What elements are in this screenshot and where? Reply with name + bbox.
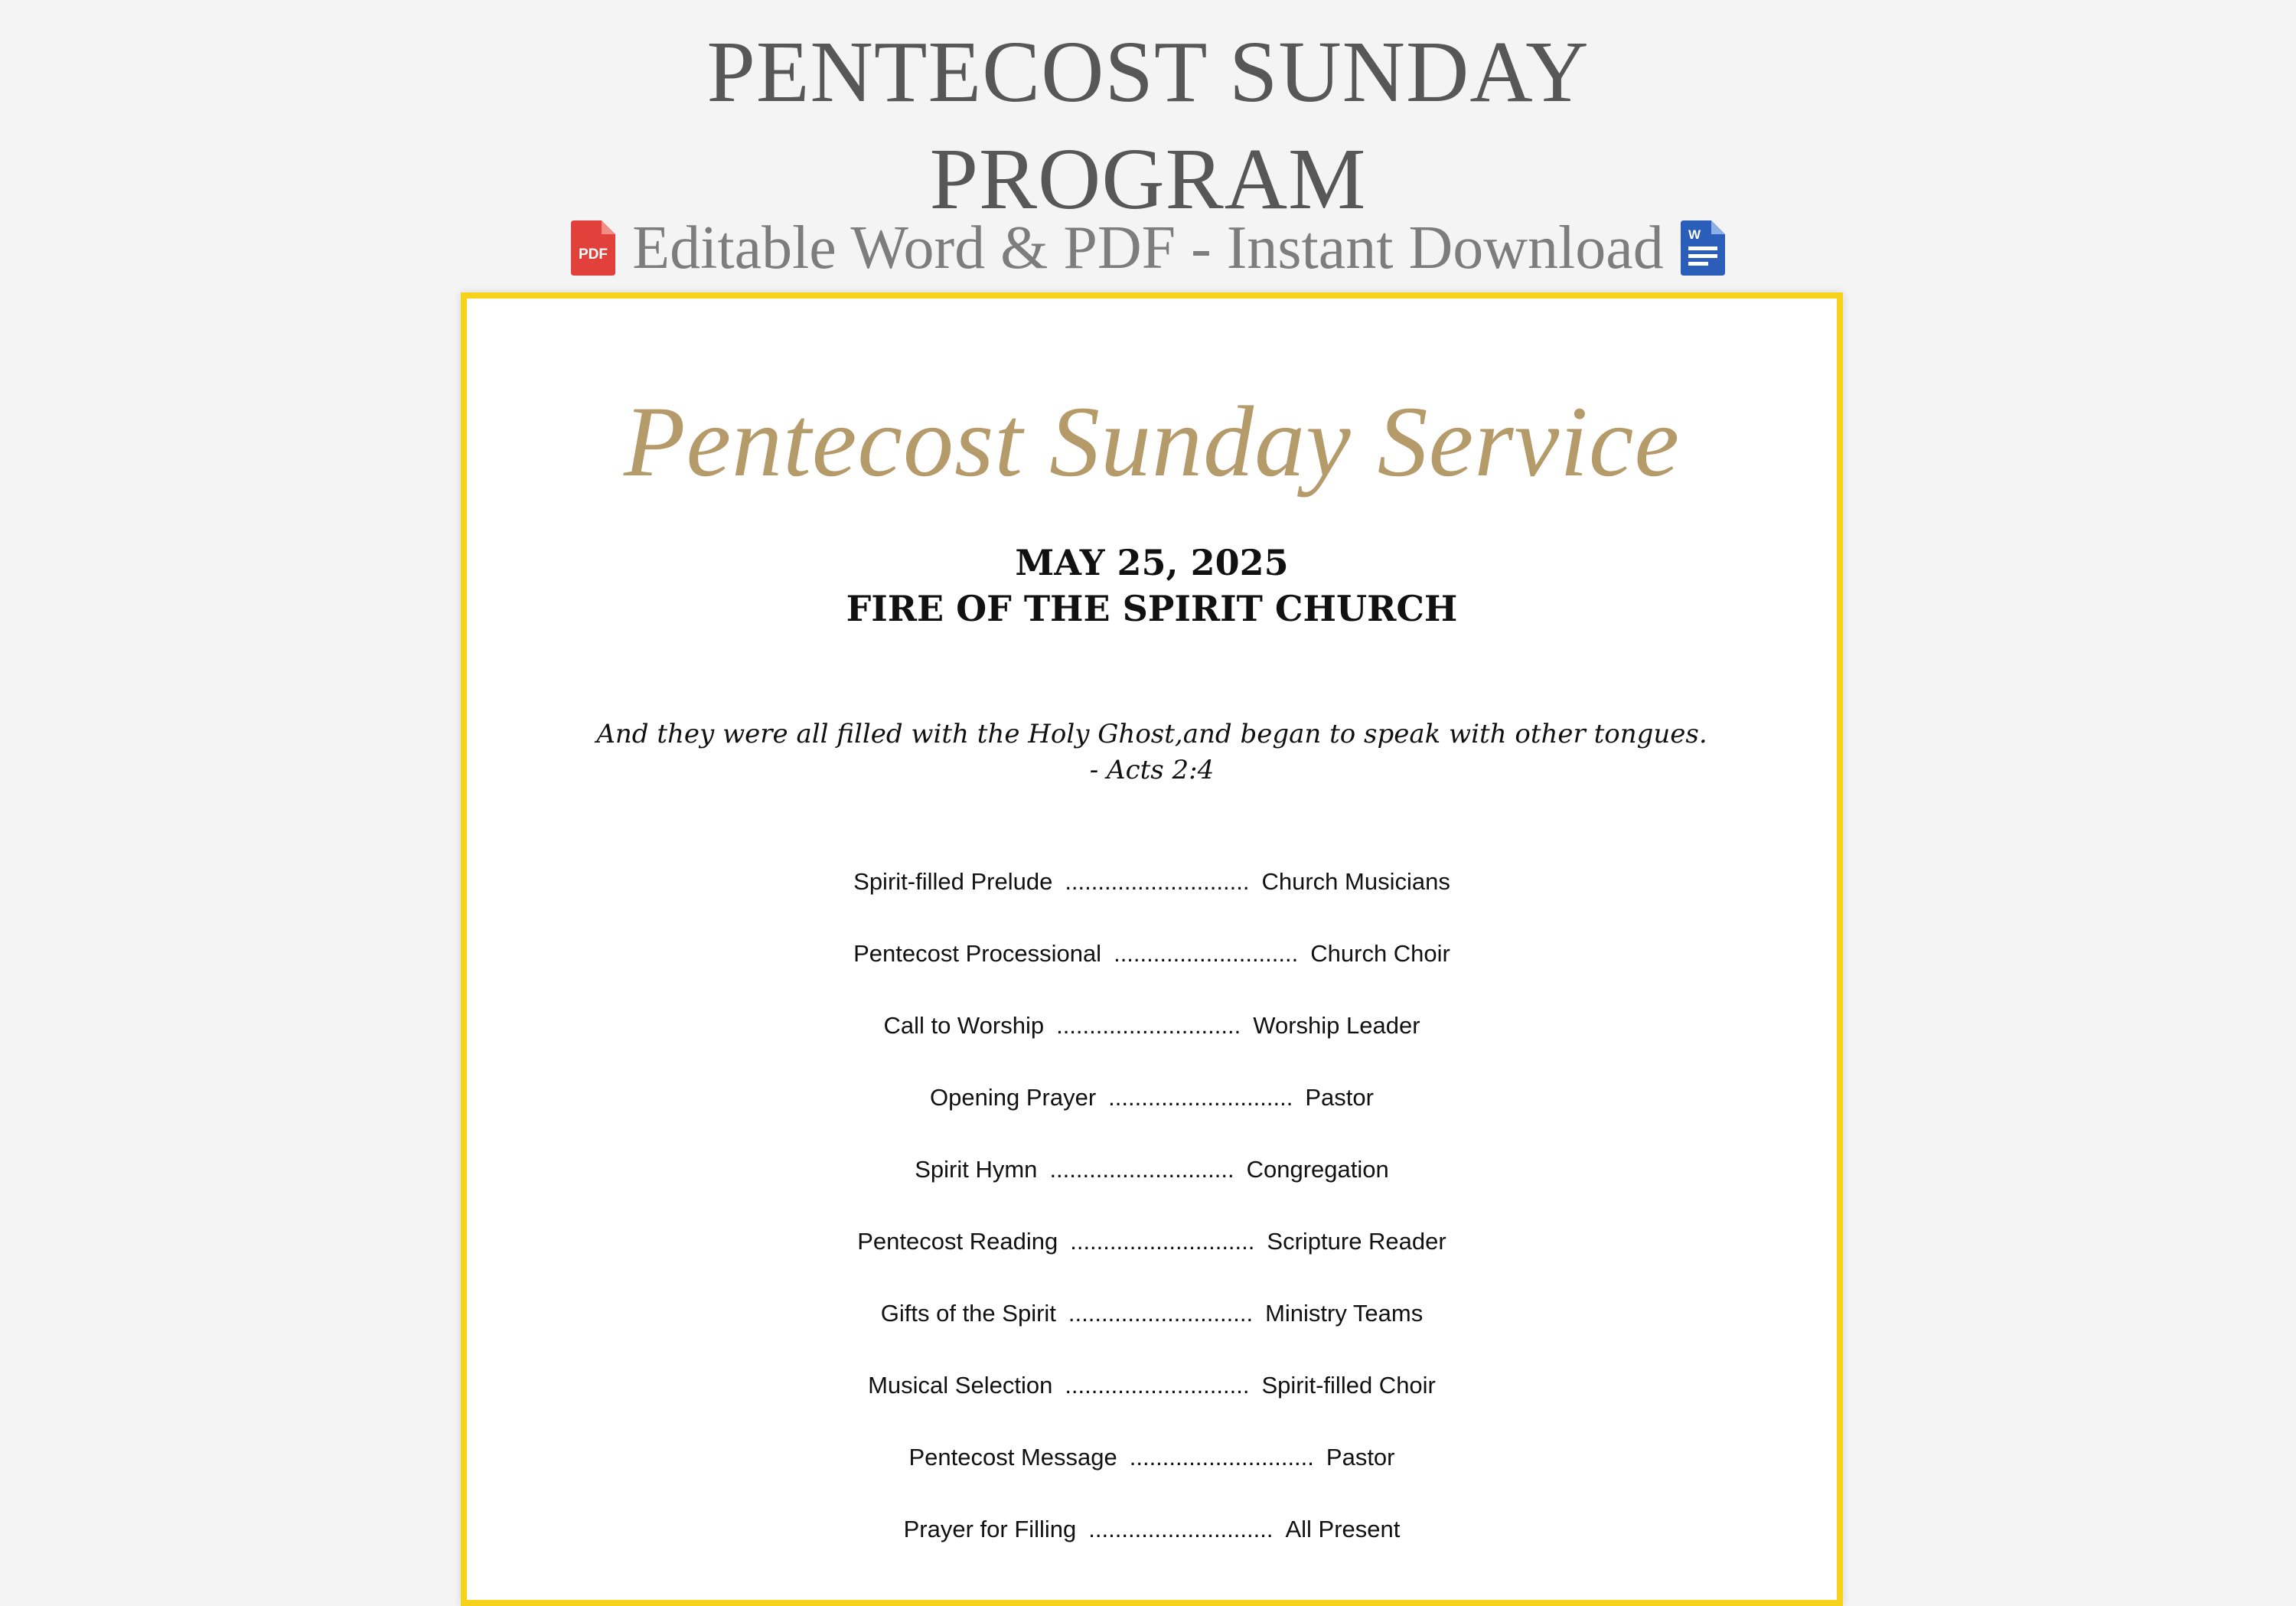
event-date: MAY 25, 2025 <box>1015 542 1289 583</box>
program-item-title: Pentecost Message <box>908 1444 1117 1471</box>
dot-leader: ............................ <box>1068 1300 1254 1327</box>
page-heading <box>0 18 2296 233</box>
program-item-responsible: Pastor <box>1326 1444 1395 1471</box>
program-item-title: Call to Worship <box>883 1012 1045 1039</box>
program-item-responsible: All Present <box>1285 1516 1401 1542</box>
word-file-icon <box>1681 220 1725 276</box>
program-item <box>467 868 1837 896</box>
heading-line-1: PENTECOST SUNDAY <box>706 23 1590 120</box>
dot-leader: ............................ <box>1108 1084 1293 1111</box>
program-item-responsible: Worship Leader <box>1253 1012 1420 1039</box>
pdf-file-icon <box>571 220 615 276</box>
dot-leader: ............................ <box>1049 1156 1234 1183</box>
program-item-responsible: Congregation <box>1246 1156 1389 1183</box>
program-item-responsible: Scripture Reader <box>1267 1228 1446 1255</box>
program-item <box>467 1516 1837 1543</box>
program-item-title: Spirit-filled Prelude <box>853 868 1053 895</box>
pdf-icon-label: PDF <box>579 246 608 263</box>
program-item-responsible: Church Musicians <box>1261 868 1450 895</box>
program-item-title: Prayer for Filling <box>903 1516 1077 1542</box>
script-title: Pentecost Sunday Service <box>623 385 1681 498</box>
church-name: FIRE OF THE SPIRIT CHURCH <box>846 588 1458 629</box>
program-item <box>467 1228 1837 1255</box>
program-document <box>461 292 1843 1606</box>
program-item-responsible: Spirit-filled Choir <box>1261 1372 1436 1399</box>
program-item-responsible: Pastor <box>1305 1084 1374 1111</box>
dot-leader: ............................ <box>1129 1444 1314 1471</box>
program-item-responsible: Church Choir <box>1310 940 1450 967</box>
program-item <box>467 940 1837 968</box>
subtitle-text: Editable Word & PDF - Instant Download <box>632 214 1664 282</box>
dot-leader: ............................ <box>1065 1372 1250 1399</box>
program-item <box>467 1372 1837 1399</box>
program-item <box>467 1156 1837 1183</box>
program-item <box>467 1444 1837 1471</box>
verse-text: And they were all filled with the Holy Ghost,and began to speak with other tongues. <box>596 719 1707 749</box>
dot-leader: ............................ <box>1114 940 1299 967</box>
program-item-title: Spirit Hymn <box>915 1156 1038 1183</box>
program-item-title: Pentecost Processional <box>853 940 1102 967</box>
program-item-title: Gifts of the Spirit <box>880 1300 1056 1327</box>
dot-leader: ............................ <box>1070 1228 1255 1255</box>
heading-line-2: PROGRAM <box>929 130 1367 227</box>
dot-leader: ............................ <box>1065 868 1250 895</box>
verse-reference: - Acts 2:4 <box>1089 755 1215 785</box>
program-item-title: Musical Selection <box>868 1372 1053 1399</box>
program-item <box>467 1300 1837 1327</box>
scripture-verse <box>467 716 1837 788</box>
word-icon-label: W <box>1688 227 1701 242</box>
program-item <box>467 1084 1837 1111</box>
dot-leader: ............................ <box>1056 1012 1241 1039</box>
program-item <box>467 1012 1837 1040</box>
download-subtitle <box>0 211 2296 285</box>
program-item-title: Opening Prayer <box>930 1084 1097 1111</box>
program-item-responsible: Ministry Teams <box>1265 1300 1424 1327</box>
program-item-title: Pentecost Reading <box>857 1228 1058 1255</box>
dot-leader: ............................ <box>1088 1516 1274 1542</box>
